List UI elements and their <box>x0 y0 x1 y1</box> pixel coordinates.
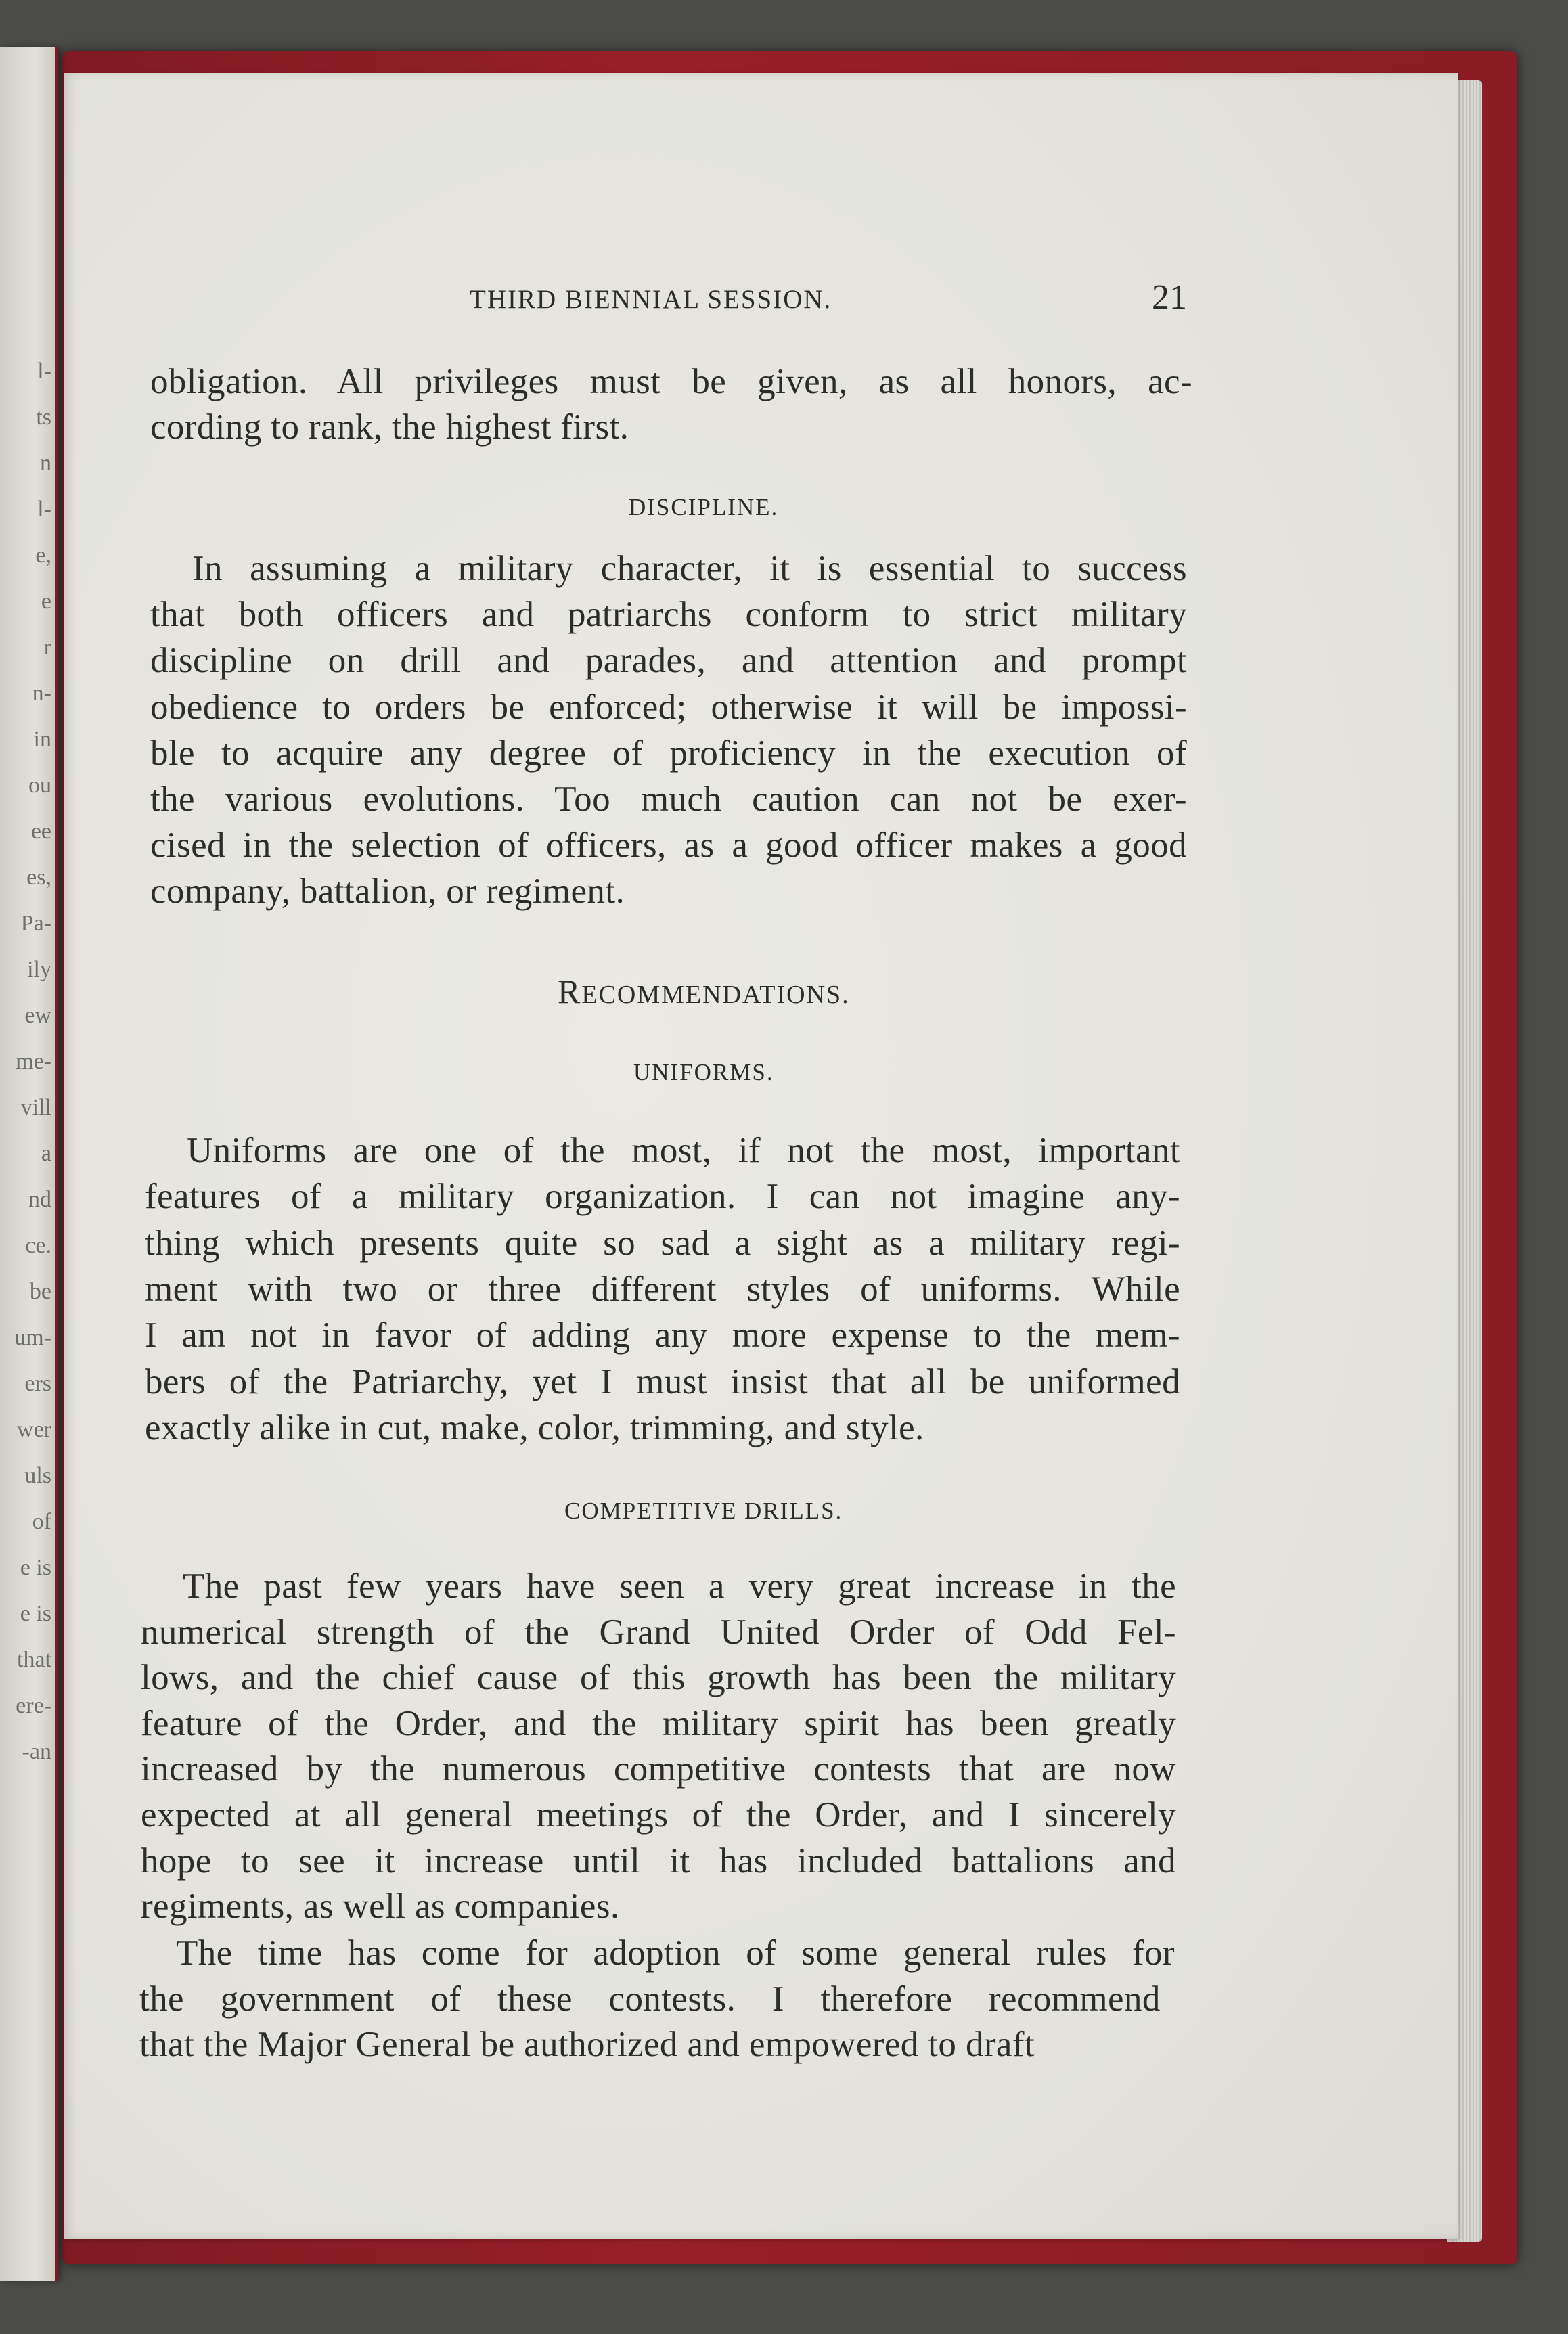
text-line: The past few years have seen a very great increase in the <box>183 1567 1176 1606</box>
text-line: lows, and the chief cause of this growth has been the military <box>141 1658 1176 1697</box>
text-line: regiments, as well as companies. <box>141 1887 620 1926</box>
text-line: increased by the numerous competitive contests that are now <box>141 1749 1176 1789</box>
text-line: numerical strength of the Grand United Order of Odd Fel- <box>141 1613 1176 1652</box>
left-page-fragment: e <box>41 589 51 614</box>
left-cover-edge <box>55 47 58 2281</box>
text-line: I am not in favor of adding any more expense to the mem- <box>145 1316 1180 1355</box>
text-line: company, battalion, or regiment. <box>150 872 625 911</box>
left-page-fragment: nd <box>28 1187 51 1212</box>
text-line: that the Major General be authorized and empowered to draft <box>139 2025 1035 2064</box>
text-line: the government of these contests. I therefore recommend <box>139 1979 1161 2019</box>
left-page-fragment: in <box>33 727 51 752</box>
text-line: hope to see it increase until it has included battalions and <box>141 1841 1176 1881</box>
text-line: Uniforms are one of the most, if not the most, important <box>187 1131 1180 1170</box>
text-line: the various evolutions. Too much caution can not be exer- <box>150 780 1187 819</box>
left-page-fragment: l- <box>37 497 51 522</box>
left-page-fragment: ily <box>27 957 51 982</box>
text-line: feature of the Order, and the military spirit has been greatly <box>141 1704 1176 1743</box>
left-page-fragment: r <box>43 635 51 660</box>
left-page-fragment: vill <box>20 1095 51 1120</box>
text-line: cording to rank, the highest first. <box>150 407 629 447</box>
text-line: cised in the selection of officers, as a good officer makes a good <box>150 826 1187 865</box>
left-page-fragment: n <box>40 451 51 476</box>
left-page-fragment: that <box>17 1647 51 1672</box>
left-page-fragment: e is <box>20 1601 51 1626</box>
left-page-fragment: um- <box>14 1325 51 1350</box>
left-page-fragment: me- <box>16 1049 51 1074</box>
text-line: ment with two or three different styles of uniforms. While <box>145 1270 1180 1309</box>
text-line: In assuming a military character, it is essential to success <box>192 549 1187 588</box>
left-page-fragment: Pa- <box>20 911 51 936</box>
left-page-fragment: a <box>41 1141 51 1166</box>
text-line: exactly alike in cut, make, color, trimming, and style. <box>145 1408 924 1447</box>
page-number: 21 <box>1152 278 1187 317</box>
left-page-fragment: -an <box>22 1739 51 1764</box>
left-page-fragment: ou <box>28 773 51 798</box>
text-line: obedience to orders be enforced; otherwise it will be impossi- <box>150 688 1187 727</box>
left-page-fragment: e is <box>20 1555 51 1580</box>
left-page-fragment: ers <box>24 1371 51 1396</box>
left-page-fragment: uls <box>24 1463 51 1488</box>
heading-recommendations <box>558 972 850 1011</box>
left-page-fragment: e, <box>35 543 51 568</box>
left-page-fragment: be <box>29 1279 51 1304</box>
heading-rest: ECOMMENDATIONS. <box>581 981 850 1009</box>
heading-initial: R <box>558 972 582 1010</box>
left-page-fragment: n- <box>32 681 51 706</box>
left-page-fragment: ew <box>24 1003 51 1028</box>
left-page-edge <box>0 47 58 2281</box>
running-head: THIRD BIENNIAL SESSION. <box>470 285 832 314</box>
text-line: that both officers and patriarchs conform to strict military <box>150 595 1187 634</box>
text-line: thing which presents quite so sad a sight as a military regi- <box>145 1224 1180 1263</box>
left-page-fragment: wer <box>17 1417 51 1442</box>
text-line: obligation. All privileges must be given, as all honors, ac- <box>150 362 1192 401</box>
text-line: bers of the Patriarchy, yet I must insist that all be uniformed <box>145 1362 1180 1401</box>
left-page-fragment: l- <box>37 359 51 384</box>
left-page-fragment: ee <box>30 819 51 844</box>
text-line: ble to acquire any degree of proficiency in the execution of <box>150 734 1187 773</box>
left-page-fragment: es, <box>26 865 51 890</box>
left-page-fragment: ere- <box>16 1693 51 1718</box>
left-page-fragment: of <box>32 1509 51 1534</box>
heading-uniforms: UNIFORMS. <box>633 1059 774 1085</box>
text-line: discipline on drill and parades, and attention and prompt <box>150 641 1187 680</box>
text-line: expected at all general meetings of the Order, and I sincerely <box>141 1795 1176 1835</box>
text-line: The time has come for adoption of some general rules for <box>176 1933 1175 1973</box>
left-page-fragment: ts <box>36 405 51 430</box>
left-page-fragment: ce. <box>25 1233 51 1258</box>
heading-discipline: DISCIPLINE. <box>629 494 779 520</box>
text-line: features of a military organization. I can not imagine any- <box>145 1177 1180 1216</box>
heading-competitive-drills: COMPETITIVE DRILLS. <box>564 1498 843 1524</box>
